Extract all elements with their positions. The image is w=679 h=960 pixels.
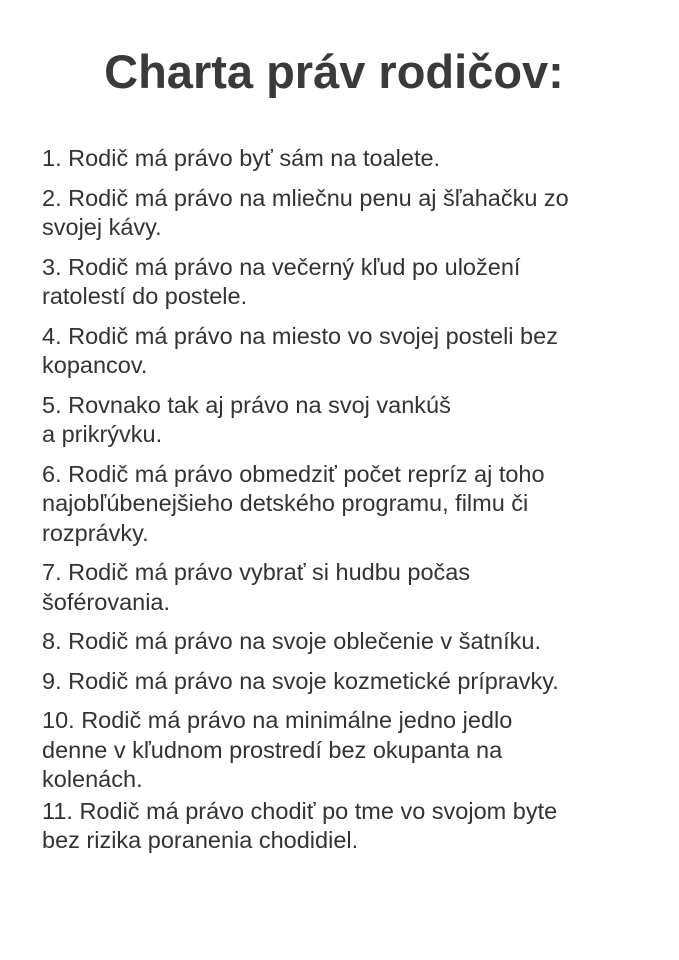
- list-item: [42, 184, 647, 243]
- list-item-line: kopancov.: [42, 352, 148, 378]
- list-item-line: denne v kľudnom prostredí bez okupanta na: [42, 736, 503, 763]
- list-item-line: 7. Rodič má právo vybrať si hudbu počas: [42, 559, 471, 585]
- list-item-line: 3. Rodič má právo na večerný kľud po uložení: [42, 253, 521, 280]
- list-item: [42, 797, 647, 856]
- rights-list: [42, 144, 647, 866]
- list-item-line: 5. Rovnako tak aj právo na svoj vankúš: [42, 391, 451, 418]
- list-item-line: 4. Rodič má právo na miesto vo svojej posteli bez: [42, 322, 558, 349]
- list-item-line: najobľúbenejšieho detského programu, filmu či: [42, 490, 529, 516]
- list-item-line: svojej kávy.: [42, 214, 162, 240]
- list-item-line: 8. Rodič má právo na svoje oblečenie v šatníku.: [42, 628, 541, 654]
- list-item: [42, 144, 647, 174]
- list-item-line: 9. Rodič má právo na svoje kozmetické prípravky.: [42, 667, 559, 694]
- list-item: [42, 627, 647, 657]
- list-item-line: 6. Rodič má právo obmedziť počet repríz aj toho: [42, 460, 545, 487]
- list-item-line: 11. Rodič má právo chodiť po tme vo svojom byte: [42, 797, 558, 824]
- list-item: [42, 253, 647, 312]
- list-item-line: šoférovania.: [42, 588, 171, 615]
- page-title: Charta práv rodičov:: [104, 45, 564, 98]
- list-item-line: ratolestí do postele.: [42, 283, 248, 309]
- list-item-line: a prikrývku.: [42, 421, 163, 447]
- list-item-line: 10. Rodič má právo na minimálne jedno jedlo: [42, 707, 513, 733]
- list-item-line: kolenách.: [42, 766, 143, 792]
- list-item: [42, 460, 647, 549]
- list-item-line: 1. Rodič má právo byť sám na toalete.: [42, 145, 441, 171]
- list-item-line: bez rizika poranenia chodidiel.: [42, 827, 359, 853]
- list-item: [42, 322, 647, 381]
- list-item: [42, 667, 647, 697]
- list-item-line: rozprávky.: [42, 519, 149, 546]
- list-item: [42, 558, 647, 617]
- list-item: [42, 706, 647, 795]
- list-item: [42, 391, 647, 450]
- list-item-line: 2. Rodič má právo na mliečnu penu aj šľahačku zo: [42, 184, 569, 211]
